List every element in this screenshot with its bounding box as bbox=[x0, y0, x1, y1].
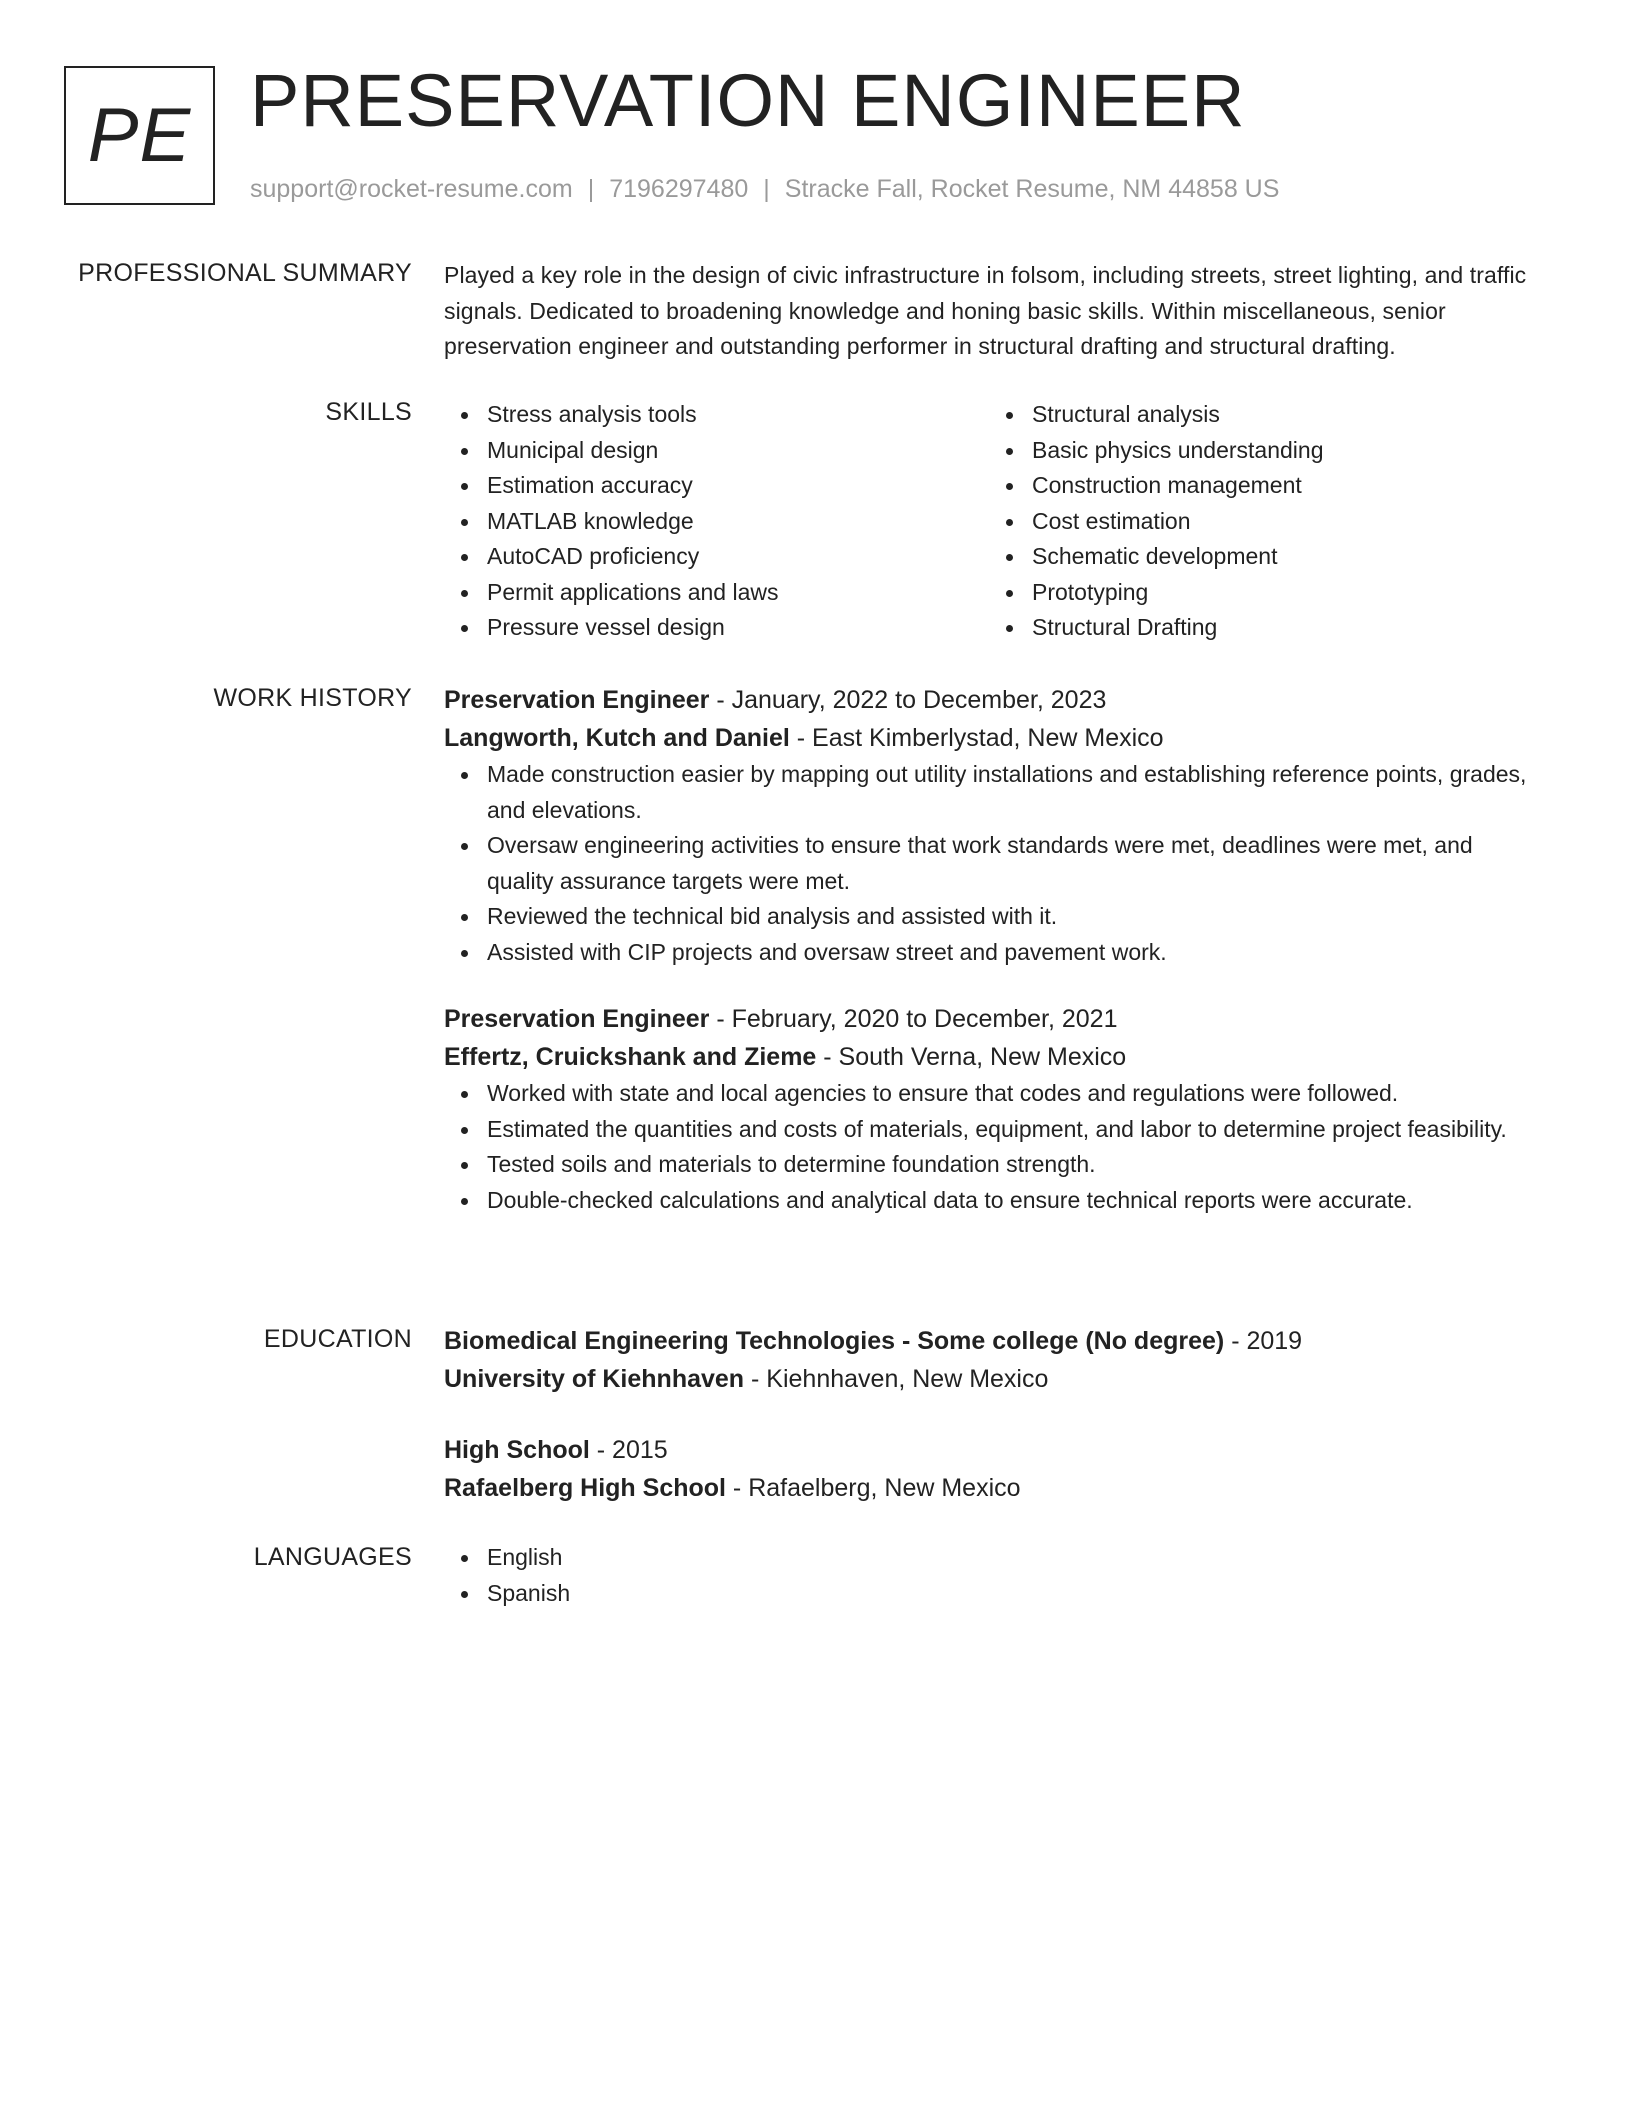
language-item: English bbox=[444, 1540, 1544, 1576]
resume-title: PRESERVATION ENGINEER bbox=[250, 59, 1246, 142]
job-company-line bbox=[444, 719, 1544, 757]
job-bullet: Tested soils and materials to determine foundation strength. bbox=[444, 1147, 1544, 1183]
summary-body bbox=[444, 258, 1544, 365]
skill-item: Cost estimation bbox=[989, 504, 1534, 540]
job-dates: - January, 2022 to December, 2023 bbox=[709, 686, 1107, 714]
skill-item: Stress analysis tools bbox=[444, 397, 989, 433]
skills-body bbox=[444, 397, 1544, 646]
education-degree: High School bbox=[444, 1436, 590, 1464]
job-bullet: Made construction easier by mapping out utility installations and establishing reference points, grades, and elevations. bbox=[444, 757, 1544, 828]
contact-separator: | bbox=[763, 175, 770, 203]
education-degree: Biomedical Engineering Technologies - Some college (No degree) bbox=[444, 1327, 1225, 1355]
job-company-line bbox=[444, 1038, 1544, 1076]
education-school: Rafaelberg High School bbox=[444, 1474, 726, 1502]
skill-item: Permit applications and laws bbox=[444, 575, 989, 611]
job-bullet: Reviewed the technical bid analysis and assisted with it. bbox=[444, 899, 1544, 935]
skill-item: Structural analysis bbox=[989, 397, 1534, 433]
skill-item: Structural Drafting bbox=[989, 610, 1534, 646]
skills-list-right bbox=[989, 397, 1534, 646]
education-entry bbox=[444, 1431, 1544, 1507]
education-location: - Kiehnhaven, New Mexico bbox=[744, 1365, 1049, 1393]
education-body bbox=[444, 1322, 1544, 1507]
section-label-skills: SKILLS bbox=[325, 398, 412, 426]
skill-item: Construction management bbox=[989, 468, 1534, 504]
education-school-line bbox=[444, 1469, 1544, 1507]
skills-list-left bbox=[444, 397, 989, 646]
job-entry bbox=[444, 1000, 1544, 1218]
languages-body bbox=[444, 1540, 1544, 1611]
section-label-education: EDUCATION bbox=[263, 1325, 412, 1353]
skill-item: MATLAB knowledge bbox=[444, 504, 989, 540]
job-dates: - February, 2020 to December, 2021 bbox=[709, 1005, 1118, 1033]
job-bullets bbox=[444, 757, 1544, 970]
skill-item: Estimation accuracy bbox=[444, 468, 989, 504]
job-location: - South Verna, New Mexico bbox=[816, 1043, 1127, 1071]
contact-line bbox=[250, 174, 1279, 204]
job-title: Preservation Engineer bbox=[444, 1005, 710, 1033]
education-school-line bbox=[444, 1360, 1544, 1398]
skill-item: AutoCAD proficiency bbox=[444, 539, 989, 575]
contact-address: Stracke Fall, Rocket Resume, NM 44858 US bbox=[784, 175, 1280, 203]
job-company: Langworth, Kutch and Daniel bbox=[444, 724, 790, 752]
contact-email[interactable]: support@rocket-resume.com bbox=[250, 175, 573, 203]
job-bullets bbox=[444, 1076, 1544, 1218]
job-bullet: Worked with state and local agencies to ensure that codes and regulations were followed. bbox=[444, 1076, 1544, 1112]
contact-separator: | bbox=[587, 175, 595, 203]
languages-list bbox=[444, 1540, 1544, 1611]
work-history-body bbox=[444, 681, 1544, 1218]
education-year: - 2019 bbox=[1224, 1327, 1303, 1355]
section-label-work-history: WORK HISTORY bbox=[213, 684, 412, 712]
education-degree-line bbox=[444, 1431, 1544, 1469]
skill-item: Schematic development bbox=[989, 539, 1534, 575]
job-title-line bbox=[444, 681, 1544, 719]
education-degree-line bbox=[444, 1322, 1544, 1360]
skill-item: Prototyping bbox=[989, 575, 1534, 611]
job-title: Preservation Engineer bbox=[444, 686, 710, 714]
language-item: Spanish bbox=[444, 1576, 1544, 1612]
section-label-languages: LANGUAGES bbox=[253, 1543, 412, 1571]
skill-item: Municipal design bbox=[444, 433, 989, 469]
summary-text: Played a key role in the design of civic infrastructure in folsom, including streets, street lighting, and traffic signals. Dedicated to broadening knowledge and honing basic skills. Within miscellaneous, senior preservation engineer and outstanding performer in structural drafting and structural drafting. bbox=[444, 262, 1527, 359]
skills-grid bbox=[444, 397, 1544, 646]
monogram-logo: PE bbox=[64, 66, 215, 205]
job-title-line bbox=[444, 1000, 1544, 1038]
education-school: University of Kiehnhaven bbox=[444, 1365, 745, 1393]
education-year: - 2015 bbox=[589, 1436, 668, 1464]
skill-item: Pressure vessel design bbox=[444, 610, 989, 646]
skill-item: Basic physics understanding bbox=[989, 433, 1534, 469]
job-bullet: Double-checked calculations and analytical data to ensure technical reports were accurate. bbox=[444, 1183, 1544, 1219]
section-label-summary: PROFESSIONAL SUMMARY bbox=[78, 259, 412, 287]
job-bullet: Estimated the quantities and costs of materials, equipment, and labor to determine project feasibility. bbox=[444, 1112, 1544, 1148]
job-bullet: Assisted with CIP projects and oversaw street and pavement work. bbox=[444, 935, 1544, 971]
job-company: Effertz, Cruickshank and Zieme bbox=[444, 1043, 817, 1071]
job-bullet: Oversaw engineering activities to ensure that work standards were met, deadlines were met, and quality assurance targets were met. bbox=[444, 828, 1544, 899]
contact-phone[interactable]: 7196297480 bbox=[609, 175, 749, 203]
job-location: - East Kimberlystad, New Mexico bbox=[789, 724, 1164, 752]
education-entry bbox=[444, 1322, 1544, 1398]
education-location: - Rafaelberg, New Mexico bbox=[725, 1474, 1021, 1502]
job-entry bbox=[444, 681, 1544, 970]
